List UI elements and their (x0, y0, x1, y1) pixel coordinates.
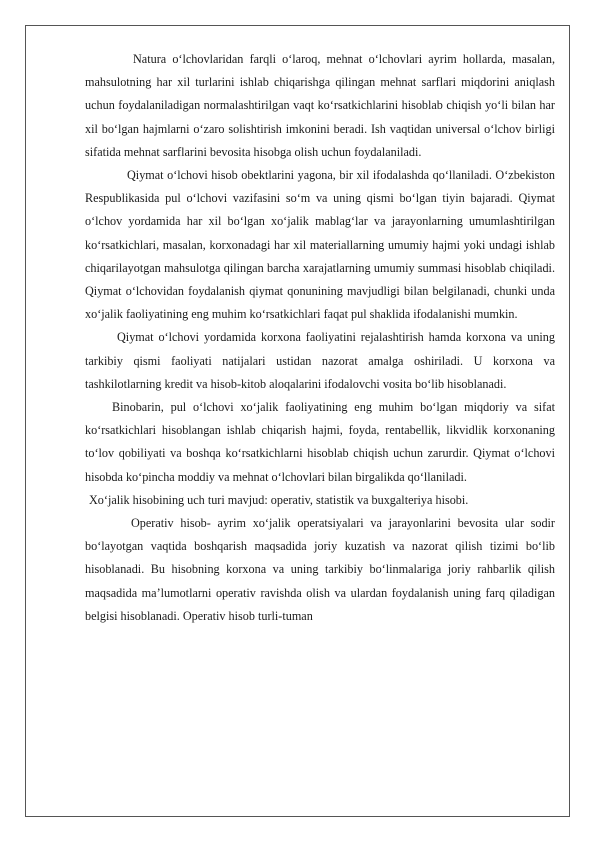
paragraph-value-measure: Qiymat o‘lchovi hisob obektlarini yagona, bir xil ifodalashda qo‘llaniladi. O‘zbekiston Respublikasida pul o‘lchovi vazifasini so‘m va uning qismi bo‘lgan tiyin bajaradi. Qiymat o‘lchov yordamida har xil bo‘lgan xo‘jalik mablag‘lar va jarayonlarning umumlashtirilgan ko‘rsatkichlari, masalan, korxonadagi har xil materiallarning umumiy hajmi yoki undagi ishlab chiqarilayotgan mahsulotga qilingan barcha xarajatlarning umumiy summasi hisoblab chiqiladi. Qiymat o‘lchovidan foydalanish qiymat qonunining mavjudligi bilan belgilanadi, chunki unda xo‘jalik faoliyatining eng muhim ko‘rsatkichlari faqat pul shaklida ifodalanishi mumkin. (85, 168, 555, 322)
paragraph-money-measure: Binobarin, pul o‘lchovi xo‘jalik faoliyatining eng muhim bo‘lgan miqdoriy va sifat ko‘rsatkichlari hisoblangan ishlab chiqarish hajmi, foyda, rentabellik, likvidlik korxonaning to‘lov qobiliyati va boshqa ko‘rsatkichlarni hisoblab chiqish uchun zarurdir. Qiymat o‘lchovi hisobda ko‘pincha moddiy va mehnat o‘lchovlari bilan birgalikda qo‘llaniladi. (85, 400, 555, 484)
paragraph-labor-measures: Natura o‘lchovlaridan farqli o‘laroq, mehnat o‘lchovlari ayrim hollarda, masalan, mahsulotning har xil turlarini ishlab chiqarishga qilingan mehnat sarflari miqdorini aniqlash uchun foydalaniladigan normalashtirilgan vaqt ko‘rsatkichlarini hisoblab chiqish yo‘li bilan har xil bo‘lgan hajmlarni o‘zaro solishtirish imkonini beradi. Ish vaqtidan universal o‘lchov birligi sifatida mehnat sarflarini bevosita hisobga olish uchun foydalaniladi. (85, 52, 555, 159)
paragraph-accounting-types: Xo‘jalik hisobining uch turi mavjud: operativ, statistik va buxgalteriya hisobi. (89, 492, 469, 507)
document-body (85, 48, 555, 628)
paragraph-operative-accounting: Operativ hisob- ayrim xo‘jalik operatsiyalari va jarayonlarini bevosita ular sodir bo‘layotgan vaqtida boshqarish maqsadida joriy kuzatish va nazorat qilish tizimi bo‘lib hisoblanadi. Bu hisobning korxona va uning tarkibiy bo‘linmalariga joriy rahbarlik qilish maqsadida ma’lumotlarni operativ ravishda olish va ulardan foydalanish uning farq qiladigan belgisi hisoblanadi. Operativ hisob turli-tuman (85, 516, 555, 623)
paragraph-planning-control: Qiymat o‘lchovi yordamida korxona faoliyatini rejalashtirish hamda korxona va uning tarkibiy qismi faoliyati natijalari ustidan nazorat amalga oshiriladi. U korxona va tashkilotlarning kredit va hisob-kitob aloqalarini ifodalovchi vosita bo‘lib hisoblanadi. (85, 330, 555, 391)
